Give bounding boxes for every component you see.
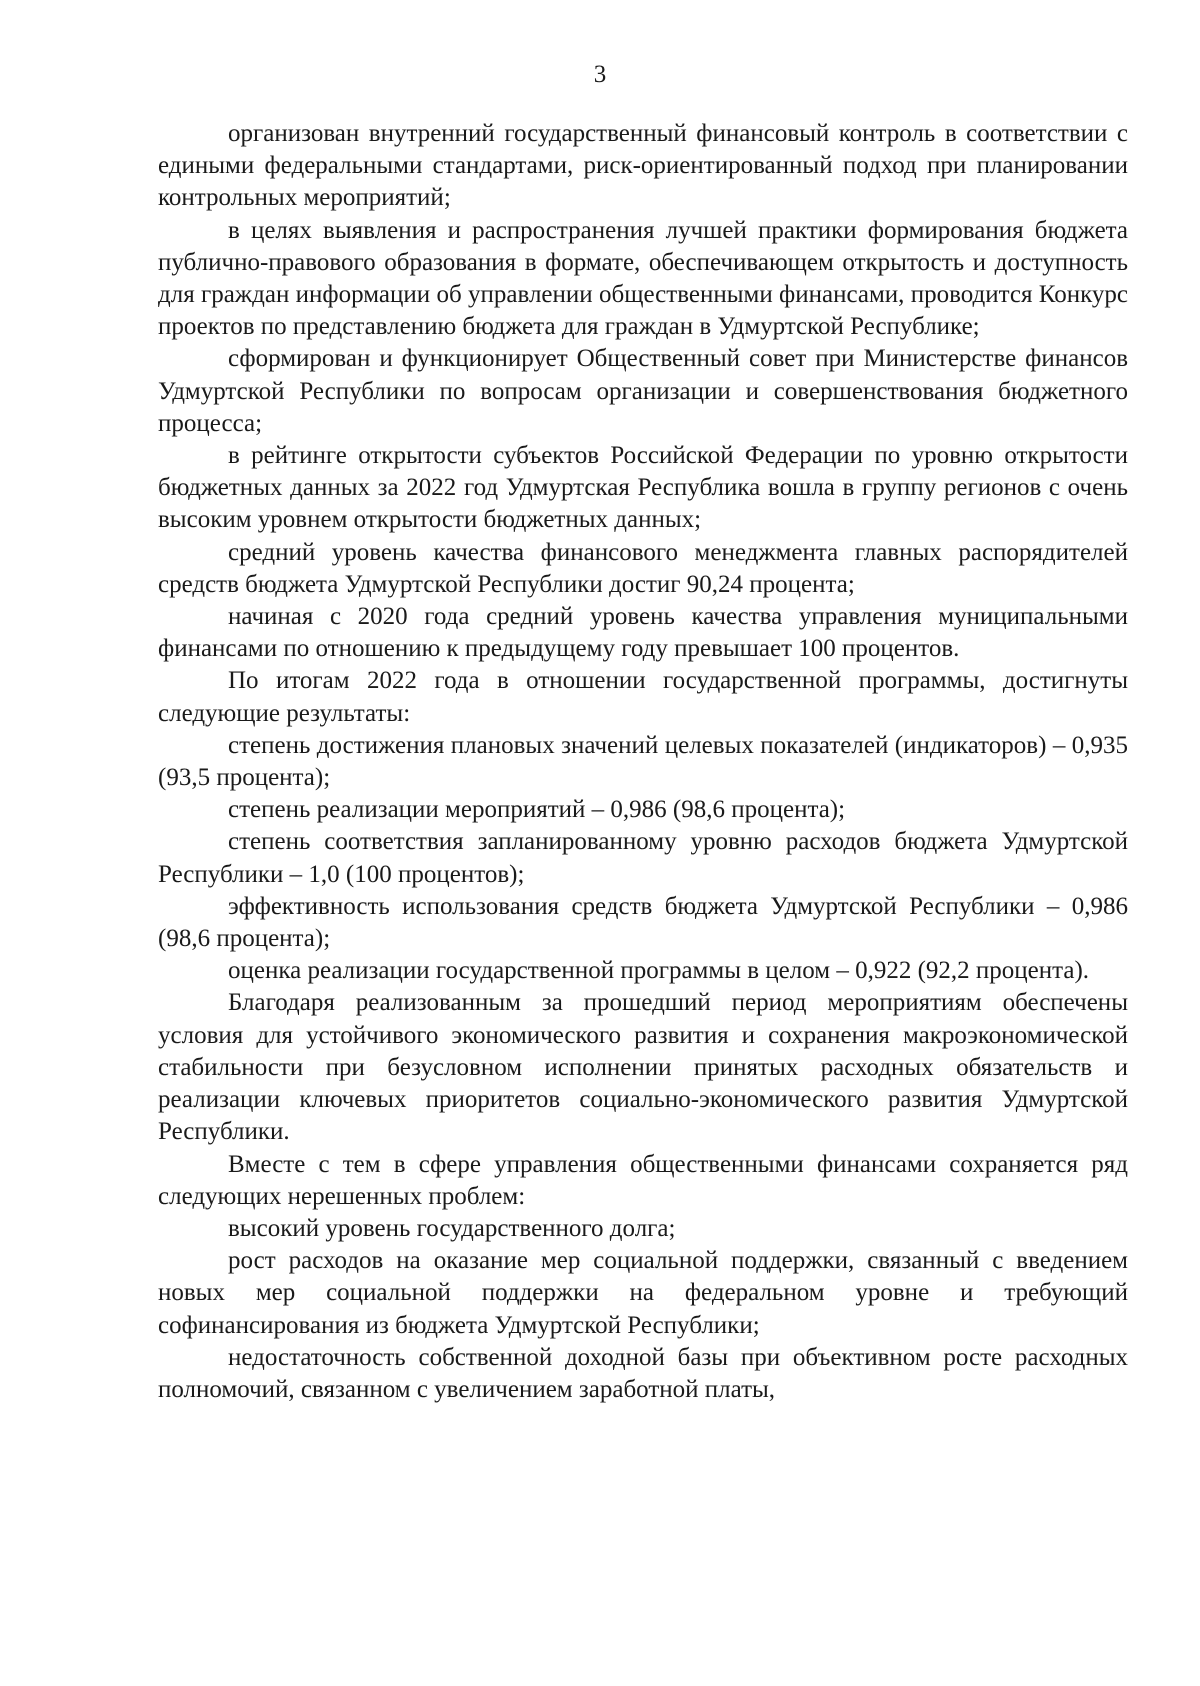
paragraph-internal-control: организован внутренний государственный финансовый контроль в соответствии с едиными федеральными стандартами, риск-ориентированный подход при планировании контрольных мероприятий;	[158, 120, 1128, 212]
paragraph-budget-contest: в целях выявления и распространения лучшей практики формирования бюджета публично-правового образования в формате, обеспечивающем открытость и доступность для граждан информации об управлении общественными финансами, проводится Конкурс проектов по представлению бюджета для граждан в Удмуртской Республике;	[158, 216, 1128, 341]
paragraph-municipal-finance: начиная с 2020 года средний уровень качества управления муниципальными финансами по отношению к предыдущему году превышает 100 процентов.	[158, 603, 1128, 663]
document-body	[158, 118, 1128, 1406]
page-number: 3	[593, 61, 607, 88]
paragraph-problem-revenue-base: недостаточность собственной доходной базы при объективном росте расходных полномочий, связанном с увеличением заработной платы,	[158, 1343, 1128, 1403]
paragraph-results-intro: По итогам 2022 года в отношении государственной программы, достигнуты следующие результаты:	[158, 667, 1128, 727]
paragraph-result-overall: оценка реализации государственной программы в целом – 0,922 (92,2 процента).	[228, 957, 1090, 985]
paragraph-result-indicators: степень достижения плановых значений целевых показателей (индикаторов) – 0,935 (93,5 процента);	[158, 731, 1128, 792]
paragraph-problem-social-support: рост расходов на оказание мер социальной поддержки, связанный с введением новых мер социальной поддержки на федеральном уровне и требующий софинансирования из бюджета Удмуртской Республики;	[158, 1247, 1128, 1339]
paragraph-problem-debt: высокий уровень государственного долга;	[228, 1214, 676, 1242]
paragraph-result-efficiency: эффективность использования средств бюджета Удмуртской Республики – 0,986 (98,6 процента);	[158, 892, 1128, 953]
paragraph-openness-rating: в рейтинге открытости субъектов Российской Федерации по уровню открытости бюджетных данных за 2022 год Удмуртская Республика вошла в группу регионов с очень высоким уровнем открытости бюджетных данных;	[158, 442, 1128, 534]
paragraph-problems-intro: Вместе с тем в сфере управления общественными финансами сохраняется ряд следующих нерешенных проблем:	[158, 1150, 1128, 1210]
paragraph-management-quality: средний уровень качества финансового менеджмента главных распорядителей средств бюджета Удмуртской Республики достиг 90,24 процента;	[158, 538, 1128, 598]
paragraph-public-council: сформирован и функционирует Общественный совет при Министерстве финансов Удмуртской Республики по вопросам организации и совершенствования бюджетного процесса;	[158, 345, 1128, 437]
paragraph-result-expenses: степень соответствия запланированному уровню расходов бюджета Удмуртской Республики – 1,0 (100 процентов);	[158, 828, 1128, 888]
paragraph-result-measures: степень реализации мероприятий – 0,986 (98,6 процента);	[228, 796, 846, 824]
paragraph-conditions: Благодаря реализованным за прошедший период мероприятиям обеспечены условия для устойчивого экономического развития и сохранения макроэкономической стабильности при безусловном исполнении принятых расходных обязательств и реализации ключевых приоритетов социально-экономического развития Удмуртской Республики.	[158, 989, 1128, 1146]
